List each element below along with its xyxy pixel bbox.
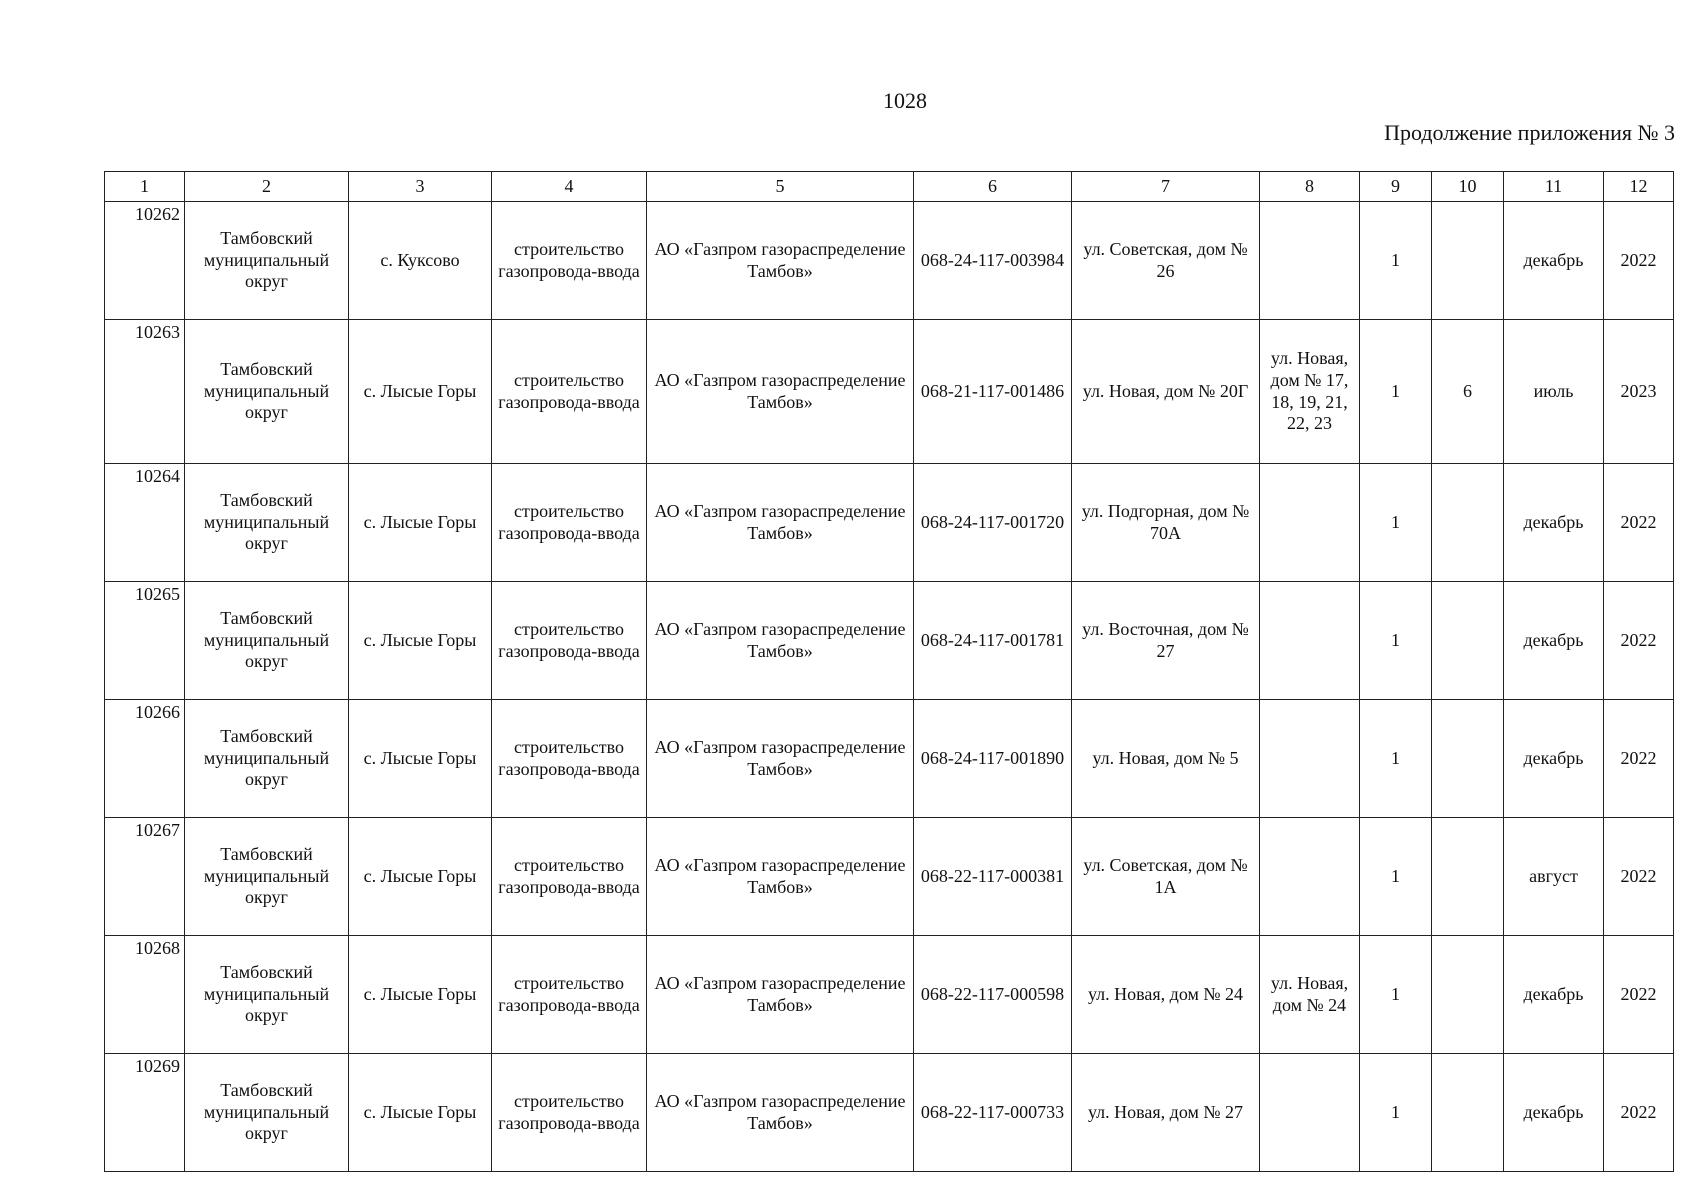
code-cell: 068-21-117-001486 [914,320,1072,464]
extra-address-cell [1260,202,1360,320]
work-type-cell: строительство газопровода-ввода [492,582,647,700]
month-cell: июль [1504,320,1604,464]
row-number-cell: 10269 [105,1054,185,1172]
count-cell: 1 [1360,936,1432,1054]
row-number-cell: 10263 [105,320,185,464]
table-row [105,700,1674,818]
district-cell: Тамбовский муниципальный округ [185,700,349,818]
extra-address-cell: ул. Новая, дом № 24 [1260,936,1360,1054]
code-cell: 068-24-117-001890 [914,700,1072,818]
organization-cell: АО «Газпром газораспределение Тамбов» [647,320,914,464]
column-header: 8 [1260,172,1360,202]
month-cell: декабрь [1504,936,1604,1054]
table-row [105,320,1674,464]
month-cell: декабрь [1504,1054,1604,1172]
extra-address-cell [1260,464,1360,582]
data-table [104,171,1674,1172]
address-cell: ул. Советская, дом № 26 [1072,202,1260,320]
quantity-cell [1432,818,1504,936]
code-cell: 068-24-117-001720 [914,464,1072,582]
year-cell: 2022 [1604,700,1674,818]
month-cell: декабрь [1504,700,1604,818]
year-cell: 2022 [1604,1054,1674,1172]
district-cell: Тамбовский муниципальный округ [185,320,349,464]
locality-cell: с. Лысые Горы [349,936,492,1054]
extra-address-cell [1260,1054,1360,1172]
address-cell: ул. Восточная, дом № 27 [1072,582,1260,700]
address-cell: ул. Новая, дом № 27 [1072,1054,1260,1172]
locality-cell: с. Лысые Горы [349,464,492,582]
row-number-cell: 10266 [105,700,185,818]
locality-cell: с. Лысые Горы [349,1054,492,1172]
table-row [105,818,1674,936]
column-header: 12 [1604,172,1674,202]
work-type-cell: строительство газопровода-ввода [492,464,647,582]
quantity-cell [1432,464,1504,582]
year-cell: 2022 [1604,202,1674,320]
column-header: 11 [1504,172,1604,202]
district-cell: Тамбовский муниципальный округ [185,582,349,700]
table-row [105,464,1674,582]
district-cell: Тамбовский муниципальный округ [185,464,349,582]
organization-cell: АО «Газпром газораспределение Тамбов» [647,202,914,320]
extra-address-cell [1260,582,1360,700]
quantity-cell [1432,1054,1504,1172]
month-cell: декабрь [1504,582,1604,700]
organization-cell: АО «Газпром газораспределение Тамбов» [647,1054,914,1172]
quantity-cell: 6 [1432,320,1504,464]
address-cell: ул. Подгорная, дом № 70А [1072,464,1260,582]
address-cell: ул. Советская, дом № 1А [1072,818,1260,936]
address-cell: ул. Новая, дом № 5 [1072,700,1260,818]
address-cell: ул. Новая, дом № 20Г [1072,320,1260,464]
organization-cell: АО «Газпром газораспределение Тамбов» [647,818,914,936]
column-header: 7 [1072,172,1260,202]
column-header: 3 [349,172,492,202]
quantity-cell [1432,202,1504,320]
code-cell: 068-22-117-000381 [914,818,1072,936]
row-number-cell: 10264 [105,464,185,582]
district-cell: Тамбовский муниципальный округ [185,1054,349,1172]
organization-cell: АО «Газпром газораспределение Тамбов» [647,700,914,818]
count-cell: 1 [1360,202,1432,320]
address-cell: ул. Новая, дом № 24 [1072,936,1260,1054]
year-cell: 2022 [1604,464,1674,582]
organization-cell: АО «Газпром газораспределение Тамбов» [647,936,914,1054]
count-cell: 1 [1360,818,1432,936]
year-cell: 2022 [1604,582,1674,700]
year-cell: 2022 [1604,818,1674,936]
table-row [105,936,1674,1054]
code-cell: 068-24-117-001781 [914,582,1072,700]
count-cell: 1 [1360,320,1432,464]
work-type-cell: строительство газопровода-ввода [492,202,647,320]
organization-cell: АО «Газпром газораспределение Тамбов» [647,464,914,582]
page-number: 1028 [883,88,927,113]
column-header: 6 [914,172,1072,202]
district-cell: Тамбовский муниципальный округ [185,818,349,936]
count-cell: 1 [1360,582,1432,700]
header-row [105,172,1674,202]
year-cell: 2022 [1604,936,1674,1054]
row-number-cell: 10262 [105,202,185,320]
locality-cell: с. Лысые Горы [349,582,492,700]
quantity-cell [1432,582,1504,700]
quantity-cell [1432,936,1504,1054]
continuation-label: Продолжение приложения № 3 [1384,120,1675,145]
row-number-cell: 10268 [105,936,185,1054]
quantity-cell [1432,700,1504,818]
column-header: 10 [1432,172,1504,202]
column-header: 4 [492,172,647,202]
district-cell: Тамбовский муниципальный округ [185,936,349,1054]
row-number-cell: 10267 [105,818,185,936]
count-cell: 1 [1360,700,1432,818]
work-type-cell: строительство газопровода-ввода [492,936,647,1054]
row-number-cell: 10265 [105,582,185,700]
locality-cell: с. Лысые Горы [349,818,492,936]
column-header: 9 [1360,172,1432,202]
code-cell: 068-22-117-000598 [914,936,1072,1054]
extra-address-cell: ул. Новая, дом № 17, 18, 19, 21, 22, 23 [1260,320,1360,464]
locality-cell: с. Лысые Горы [349,700,492,818]
work-type-cell: строительство газопровода-ввода [492,1054,647,1172]
work-type-cell: строительство газопровода-ввода [492,818,647,936]
table-row [105,1054,1674,1172]
code-cell: 068-24-117-003984 [914,202,1072,320]
count-cell: 1 [1360,1054,1432,1172]
work-type-cell: строительство газопровода-ввода [492,320,647,464]
locality-cell: с. Лысые Горы [349,320,492,464]
column-header: 1 [105,172,185,202]
month-cell: декабрь [1504,202,1604,320]
count-cell: 1 [1360,464,1432,582]
column-header: 5 [647,172,914,202]
organization-cell: АО «Газпром газораспределение Тамбов» [647,582,914,700]
locality-cell: с. Куксово [349,202,492,320]
work-type-cell: строительство газопровода-ввода [492,700,647,818]
code-cell: 068-22-117-000733 [914,1054,1072,1172]
year-cell: 2023 [1604,320,1674,464]
month-cell: декабрь [1504,464,1604,582]
table-row [105,582,1674,700]
district-cell: Тамбовский муниципальный округ [185,202,349,320]
extra-address-cell [1260,700,1360,818]
table-row [105,202,1674,320]
month-cell: август [1504,818,1604,936]
column-header: 2 [185,172,349,202]
extra-address-cell [1260,818,1360,936]
